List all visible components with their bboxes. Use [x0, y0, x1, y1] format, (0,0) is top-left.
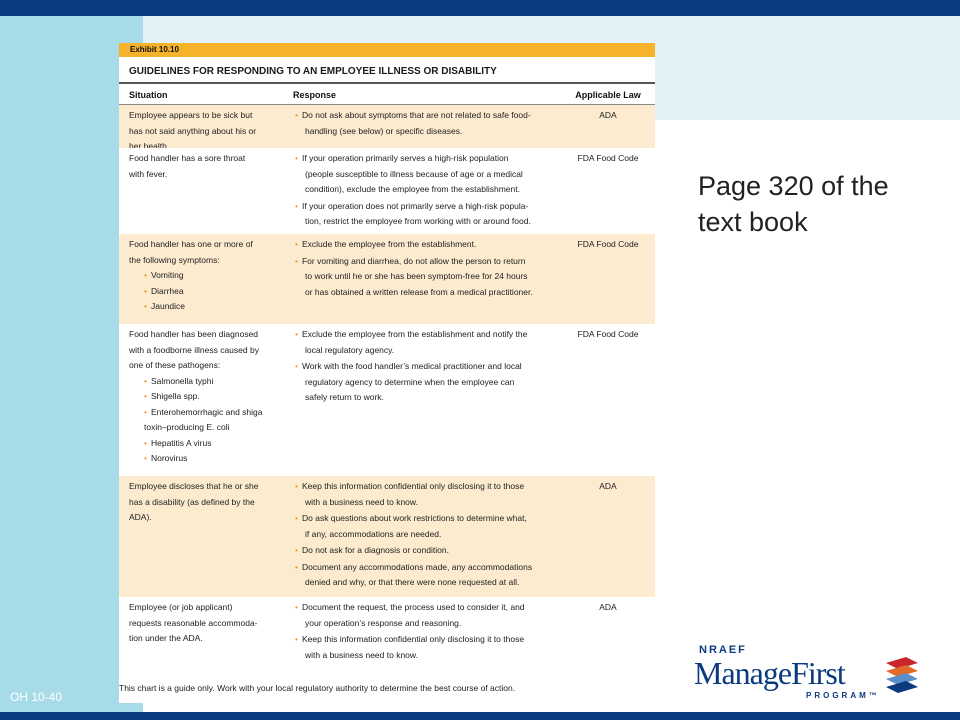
response-line: or has obtained a written release from a medical practitioner. [305, 286, 533, 297]
situation-line: ADA). [129, 512, 152, 522]
logo-main-text: ManageFirst [694, 655, 845, 691]
exhibit-footnote: This chart is a guide only. Work with your local regulatory authority to determine the best course of action. [119, 683, 516, 693]
response-item [293, 600, 561, 631]
stacked-books-icon [882, 653, 922, 701]
situation-line: with fever. [129, 168, 168, 179]
response-line: • Work with the food handler’s medical practitioner and local [305, 359, 561, 375]
table-row [119, 234, 655, 324]
table-header [119, 84, 655, 105]
response-item [293, 199, 561, 230]
response-line: • Document any accommodations made, any accommodations [305, 560, 561, 576]
table-row [119, 105, 655, 148]
response-line: • Do ask questions about work restrictions to determine what, [305, 511, 561, 527]
situation-bullet: • Norovirus [129, 451, 286, 467]
response-cell [286, 600, 561, 667]
situation-line: Employee appears to be sick but [129, 110, 253, 120]
situation-line: has not said anything about his or [129, 125, 257, 136]
response-line: safely return to work. [305, 392, 384, 402]
situation-line: Employee (or job applicant) [129, 602, 233, 612]
response-item [293, 151, 561, 198]
header-situation: Situation [129, 90, 168, 100]
situation-cell [119, 151, 286, 234]
response-item [293, 560, 561, 591]
exhibit-title: GUIDELINES FOR RESPONDING TO AN EMPLOYEE ILLNESS OR DISABILITY [119, 57, 655, 84]
law-cell: ADA [599, 481, 617, 491]
situation-line: Food handler has been diagnosed [129, 329, 259, 339]
law-cell: FDA Food Code [577, 153, 639, 163]
table-row [119, 148, 655, 234]
response-line: • If your operation primarily serves a high-risk population [305, 151, 561, 167]
logo-top-text: NRAEF [699, 644, 747, 656]
situation-line: her health. [129, 141, 170, 148]
exhibit-table [119, 43, 655, 703]
header-law: Applicable Law [575, 90, 641, 100]
situation-line: Food handler has one or more of [129, 239, 253, 249]
logo-bottom-text: PROGRAM™ [806, 691, 880, 700]
page-note-line: Page 320 of the [698, 171, 889, 201]
response-line: • Document the request, the process used to consider it, and [305, 600, 561, 616]
response-line: • Do not ask for a diagnosis or condition. [305, 543, 561, 559]
response-item [293, 359, 561, 406]
response-line: condition), exclude the employee from the establishment. [305, 184, 520, 194]
response-line: with a business need to know. [305, 649, 418, 660]
response-item [293, 632, 561, 663]
situation-line: Employee discloses that he or she [129, 481, 259, 491]
response-cell [286, 237, 561, 324]
situation-line: requests reasonable accommoda- [129, 617, 258, 628]
situation-line: has a disability (as defined by the [129, 496, 255, 507]
response-line: • For vomiting and diarrhea, do not allow the person to return [305, 254, 561, 270]
situation-bullet: • Hepatitis A virus [129, 436, 286, 452]
response-item [293, 237, 561, 253]
response-line: • Do not ask about symptoms that are not related to safe food- [305, 108, 561, 124]
law-cell: ADA [599, 110, 617, 120]
situation-line: the following symptoms: [129, 254, 220, 265]
situation-cell [119, 479, 286, 597]
response-item [293, 511, 561, 542]
response-line: your operation’s response and reasoning. [305, 617, 462, 628]
page-reference-note [698, 168, 889, 240]
response-line: with a business need to know. [305, 496, 418, 507]
law-cell: ADA [599, 602, 617, 612]
response-line: denied and why, or that there were none requested at all. [305, 577, 520, 587]
response-line: (people susceptible to illness because of age or a medical [305, 168, 523, 179]
situation-cell [119, 237, 286, 324]
law-cell: FDA Food Code [577, 239, 639, 249]
table-row [119, 476, 655, 597]
situation-cell [119, 327, 286, 476]
response-line: • Keep this information confidential only disclosing it to those [305, 632, 561, 648]
situation-cell [119, 600, 286, 667]
header-response: Response [293, 90, 337, 100]
response-line: to work until he or she has been symptom-free for 24 hours [305, 271, 528, 281]
situation-line: with a foodborne illness caused by [129, 344, 259, 355]
response-line: • Exclude the employee from the establishment. [305, 237, 561, 253]
response-cell [286, 108, 561, 148]
exhibit-tag: Exhibit 10.10 [119, 43, 655, 57]
response-line: • If your operation does not primarily serve a high-risk popula- [305, 199, 561, 215]
response-item [293, 479, 561, 510]
response-line: • Keep this information confidential only disclosing it to those [305, 479, 561, 495]
bottom-bar [0, 712, 960, 720]
situation-line: tion under the ADA. [129, 633, 203, 643]
response-line: • Exclude the employee from the establishment and notify the [305, 327, 561, 343]
page-note-line: text book [698, 207, 808, 237]
response-item [293, 254, 561, 301]
response-line: tion, restrict the employee from working with or around food. [305, 216, 531, 226]
situation-line: Food handler has a sore throat [129, 153, 246, 163]
situation-bullet: • Vomiting [129, 268, 286, 284]
response-cell [286, 327, 561, 476]
table-row [119, 597, 655, 667]
response-line: local regulatory agency. [305, 344, 395, 355]
response-line: if any, accommodations are needed. [305, 528, 442, 539]
response-item [293, 543, 561, 559]
top-bar [0, 0, 960, 16]
response-item [293, 108, 561, 139]
response-line: handling (see below) or specific diseases. [305, 125, 463, 136]
situation-cell [119, 108, 286, 148]
situation-bullet: • Diarrhea [129, 284, 286, 300]
slide-number-label: OH 10-40 [10, 690, 63, 704]
law-cell: FDA Food Code [577, 329, 639, 339]
response-line: regulatory agency to determine when the employee can [305, 376, 515, 387]
response-item [293, 327, 561, 358]
situation-bullet: • Shigella spp. [129, 389, 286, 405]
table-row [119, 324, 655, 476]
situation-line: one of these pathogens: [129, 360, 221, 370]
response-cell [286, 479, 561, 597]
response-cell [286, 151, 561, 234]
situation-bullet: • Enterohemorrhagic and shiga toxin–producing E. coli [129, 405, 286, 436]
managefirst-logo [694, 644, 924, 706]
situation-bullet: • Jaundice [129, 299, 286, 315]
situation-bullet: • Salmonella typhi [129, 374, 286, 390]
